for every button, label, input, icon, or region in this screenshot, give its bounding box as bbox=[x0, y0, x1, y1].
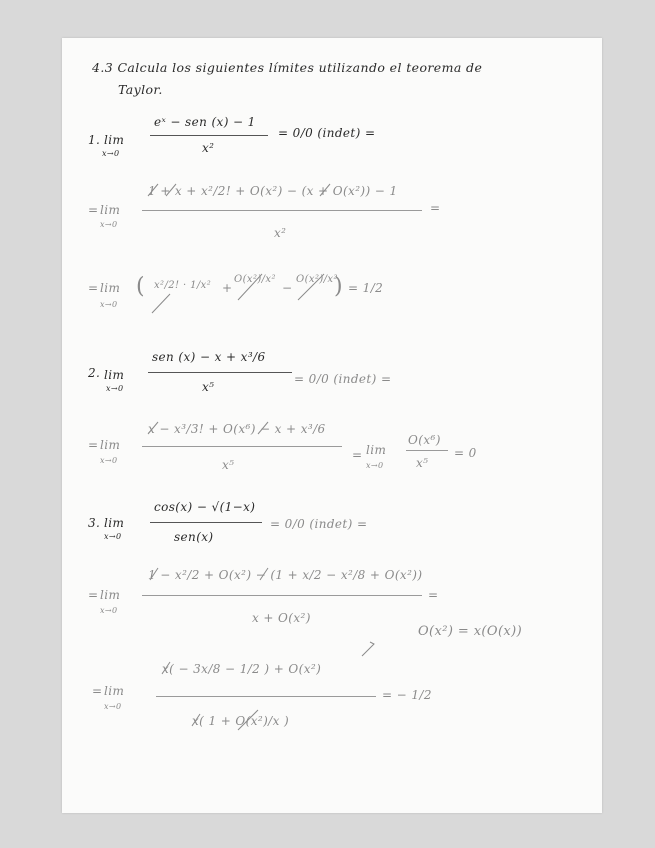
equals-sign: = bbox=[352, 448, 363, 462]
problem-3-number: 3. bbox=[88, 516, 101, 530]
fraction-numerator: sen (x) − x + x³/6 bbox=[152, 350, 266, 364]
notebook-page bbox=[62, 38, 602, 813]
cancel-stroke bbox=[162, 662, 170, 674]
cancellation-strokes bbox=[62, 38, 602, 813]
exercise-heading-continued: Taylor. bbox=[118, 82, 163, 97]
limit-label: lim bbox=[366, 443, 387, 457]
remainder-numerator: O(x⁶) bbox=[408, 433, 441, 447]
equals-sign: = bbox=[430, 201, 441, 215]
exercise-heading: 4.3 Calcula los siguientes límites utilizando el teorema de bbox=[92, 60, 483, 75]
remainder-denominator: x⁵ bbox=[416, 456, 429, 470]
equals-sign: = bbox=[428, 588, 439, 602]
result-zero: = 0 bbox=[454, 446, 477, 460]
limit-subscript: x→0 bbox=[102, 149, 120, 158]
equals-sign: = bbox=[88, 203, 99, 217]
cancel-stroke bbox=[238, 274, 262, 300]
cancel-stroke bbox=[152, 294, 170, 313]
limit-subscript: x→0 bbox=[106, 384, 124, 393]
fraction-denominator: x² bbox=[202, 141, 215, 155]
taylor-expansion-numerator: 1 + x + x²/2! + O(x²) − (x + O(x²)) − 1 bbox=[148, 184, 398, 198]
cancel-stroke bbox=[150, 568, 158, 580]
limit-subscript: x→0 bbox=[104, 532, 122, 541]
fraction-numerator: cos(x) − √(1−x) bbox=[154, 500, 256, 514]
equals-sign: = bbox=[92, 684, 103, 698]
simplified-term-3: O(x²)/x² bbox=[296, 274, 338, 285]
indeterminate-form: = 0/0 (indet) = bbox=[278, 126, 376, 140]
factored-numerator: x( − 3x/8 − 1/2 ) + O(x²) bbox=[162, 662, 322, 676]
equals-sign: = bbox=[88, 281, 99, 295]
simplified-term-1: x²/2! · 1/x² bbox=[154, 280, 212, 291]
indeterminate-form: = 0/0 (indet) = bbox=[270, 517, 368, 531]
taylor-expansion-denominator: x⁵ bbox=[222, 458, 235, 472]
fraction-numerator: eˣ − sen (x) − 1 bbox=[154, 115, 256, 129]
cancel-stroke bbox=[258, 422, 268, 434]
equals-sign: = bbox=[88, 438, 99, 452]
taylor-expansion-numerator: x − x³/3! + O(x⁶) − x + x³/6 bbox=[148, 422, 326, 436]
cancel-stroke bbox=[192, 714, 200, 726]
minus-sign: − bbox=[282, 281, 293, 295]
cancel-stroke bbox=[298, 274, 324, 300]
limit-subscript: x→0 bbox=[100, 220, 118, 229]
close-paren: ) bbox=[334, 274, 343, 299]
limit-subscript: x→0 bbox=[366, 461, 384, 470]
result-minus-one-half: = − 1/2 bbox=[382, 688, 432, 702]
limit-subscript: x→0 bbox=[100, 456, 118, 465]
taylor-expansion-denominator: x² bbox=[274, 226, 287, 240]
open-paren: ( bbox=[136, 274, 145, 299]
limit-label: lim bbox=[100, 438, 121, 452]
fraction-denominator: x⁵ bbox=[202, 380, 215, 394]
result-one-half: = 1/2 bbox=[348, 281, 384, 295]
cancel-stroke bbox=[148, 422, 158, 434]
side-note-identity: O(x²) = x(O(x)) bbox=[418, 624, 523, 639]
factored-denominator: x( 1 + O(x²)/x ) bbox=[192, 714, 290, 728]
problem-1-number: 1. bbox=[88, 133, 101, 147]
cancel-stroke bbox=[260, 568, 268, 580]
simplified-term-2: O(x²)/x² bbox=[234, 274, 276, 285]
limit-label: lim bbox=[100, 281, 121, 295]
cancel-stroke bbox=[148, 184, 158, 196]
limit-label: lim bbox=[104, 368, 125, 382]
limit-subscript: x→0 bbox=[100, 606, 118, 615]
indeterminate-form: = 0/0 (indet) = bbox=[294, 372, 392, 386]
cancel-stroke bbox=[166, 184, 176, 196]
problem-2-number: 2. bbox=[88, 366, 101, 380]
limit-label: lim bbox=[104, 684, 125, 698]
taylor-expansion-numerator: 1 − x²/2 + O(x²) − (1 + x/2 − x²/8 + O(x²)) bbox=[148, 568, 423, 582]
cancel-stroke bbox=[320, 184, 330, 196]
limit-label: lim bbox=[104, 133, 125, 147]
plus-sign: + bbox=[222, 281, 233, 295]
taylor-expansion-denominator: x + O(x²) bbox=[252, 611, 311, 625]
equals-sign: = bbox=[88, 588, 99, 602]
arrow-stroke bbox=[362, 642, 374, 656]
limit-label: lim bbox=[100, 203, 121, 217]
limit-label: lim bbox=[104, 516, 125, 530]
limit-label: lim bbox=[100, 588, 121, 602]
fraction-denominator: sen(x) bbox=[174, 530, 214, 544]
cancel-stroke bbox=[238, 710, 258, 730]
limit-subscript: x→0 bbox=[104, 702, 122, 711]
limit-subscript: x→0 bbox=[100, 300, 118, 309]
